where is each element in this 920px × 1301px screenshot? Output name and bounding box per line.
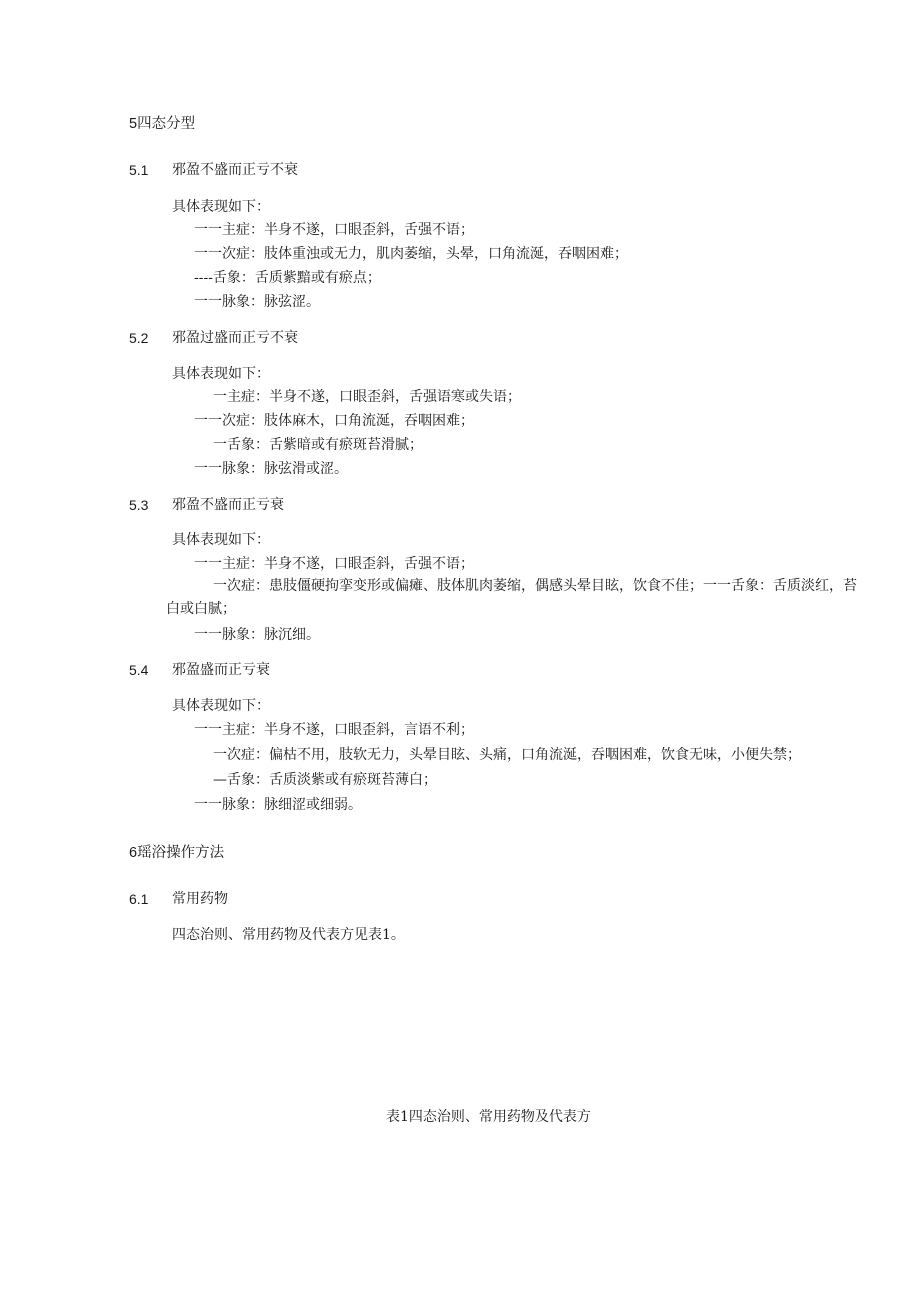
subsection-title: 邪盈盛而正亏衰 — [172, 662, 270, 678]
subsection-title: 邪盈不盛而正亏衰 — [172, 497, 284, 513]
subsection-number: 5.2 — [129, 330, 149, 346]
symptom-line: 一一脉象：脉弦涩。 — [194, 294, 320, 310]
symptom-line: ----舌象：舌质紫黯或有瘀点； — [194, 270, 381, 286]
symptom-line: 一一次症：肢体麻木，口角流涎，吞咽困难； — [194, 413, 474, 429]
table-caption: 表1四态治则、常用药物及代表方 — [386, 1109, 591, 1125]
intro-line: 具体表现如下： — [172, 366, 270, 382]
section-5-heading — [129, 115, 195, 133]
symptom-line: 一主症：半身不遂，口眼歪斜，舌强语寒或失语； — [213, 389, 521, 405]
section-title: 四态分型 — [137, 116, 196, 132]
symptom-line: 一一次症：肢体重浊或无力，肌肉萎缩，头晕，口角流涎，吞咽困难； — [194, 246, 628, 262]
section-number: 5 — [129, 116, 138, 132]
subsection-number: 5.4 — [129, 662, 149, 678]
symptom-line: 一一主症：半身不遂，口眼歪斜，舌强不语； — [194, 222, 474, 238]
symptom-line: 一一脉象：脉沉细。 — [194, 627, 320, 643]
intro-line: 具体表现如下： — [172, 199, 270, 215]
symptom-line: 一舌象：舌紫暗或有瘀斑苔滑腻； — [213, 437, 423, 453]
subsection-title: 邪盈不盛而正亏不衰 — [172, 162, 298, 178]
symptom-line: 一次症：偏枯不用，肢软无力，头晕目眩、头痛，口角流涎，吞咽困难，饮食无味，小便失禁； — [213, 747, 801, 763]
symptom-line: 一一脉象：脉细涩或细弱。 — [194, 797, 362, 813]
symptom-line: 一一主症：半身不遂，口眼歪斜，言语不利； — [194, 722, 474, 738]
intro-line: 具体表现如下： — [172, 532, 270, 548]
subsection-number: 5.3 — [129, 497, 149, 513]
symptom-line: 一一主症：半身不遂，口眼歪斜，舌强不语； — [194, 556, 474, 572]
subsection-title: 常用药物 — [172, 891, 228, 907]
section-6-heading — [129, 844, 224, 862]
section-number: 6 — [129, 845, 138, 861]
intro-line: 具体表现如下： — [172, 698, 270, 714]
symptom-paragraph: 一次症：患肢僵硬拘挛变形或偏瘫、肢体肌肉萎缩，偶感头晕目眩，饮食不佳；一一舌象：舌质淡红，苔白或白腻； — [166, 578, 857, 617]
section-title: 瑶浴操作方法 — [137, 845, 225, 861]
symptom-line: 一一脉象：脉弦滑或涩。 — [194, 461, 348, 477]
body-text: 四态治则、常用药物及代表方见表1。 — [172, 927, 405, 943]
subsection-number: 6.1 — [129, 891, 149, 907]
subsection-title: 邪盈过盛而正亏不衰 — [172, 330, 298, 346]
symptom-line: —舌象：舌质淡紫或有瘀斑苔薄白； — [213, 772, 437, 788]
subsection-number: 5.1 — [129, 162, 149, 178]
